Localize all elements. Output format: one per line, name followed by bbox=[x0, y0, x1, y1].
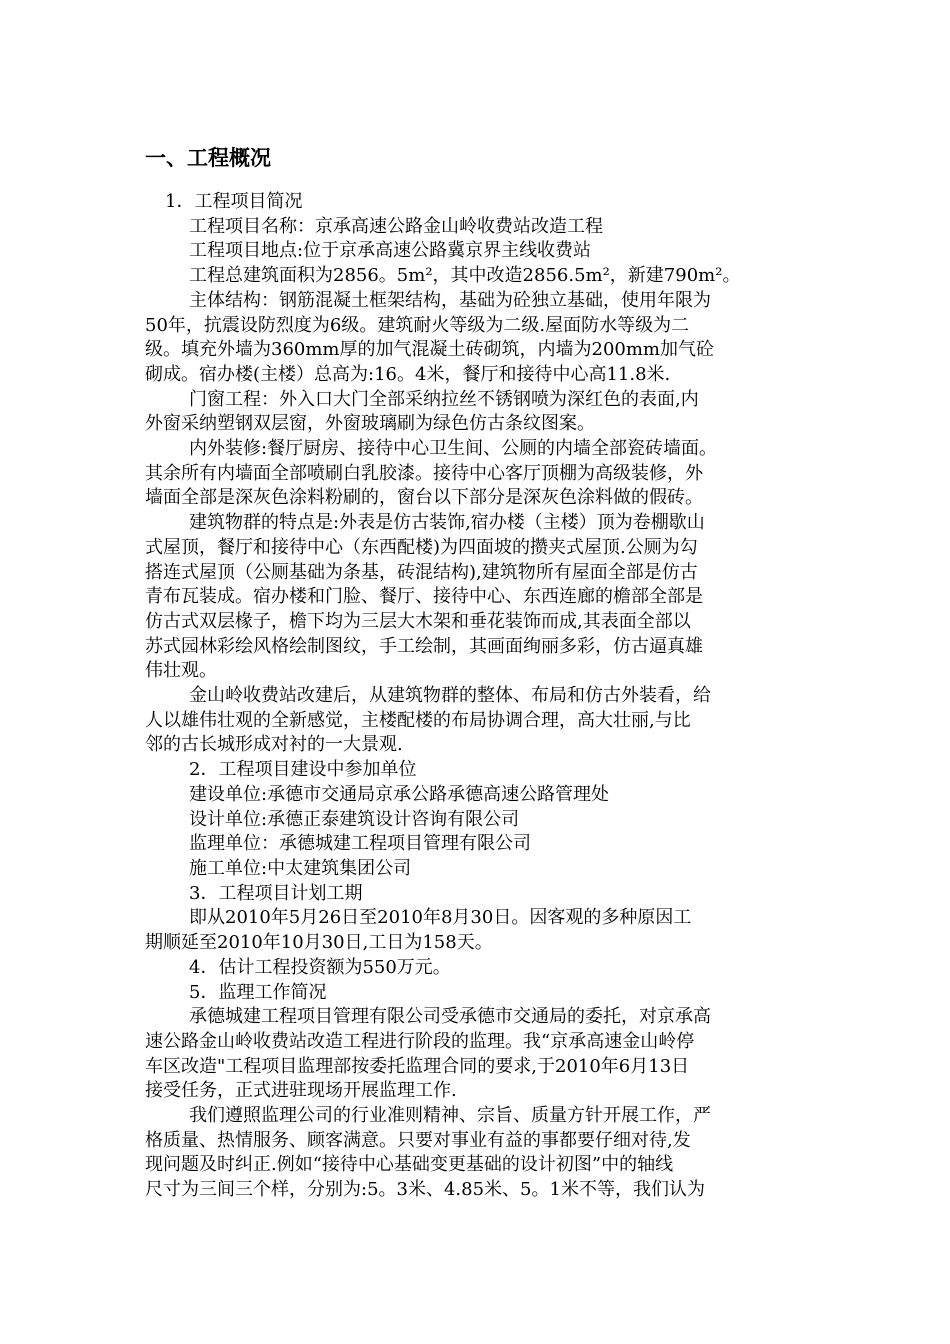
text-line: 尺寸为三间三个样，分别为:5。3米、4.85米、5。1米不等，我们认为 bbox=[145, 1179, 705, 1201]
text-line: 金山岭收费站改建后，从建筑物群的整体、布局和仿古外装看，给 bbox=[189, 685, 711, 707]
text-line: 监理单位：承德城建工程项目管理有限公司 bbox=[189, 833, 531, 855]
text-line: 50年，抗震设防烈度为6级。建筑耐火等级为二级.屋面防水等级为二 bbox=[145, 314, 690, 336]
text-line: 人以雄伟壮观的全新感觉，主楼配楼的布局协调合理，高大壮丽,与比 bbox=[145, 709, 691, 731]
text-line: 仿古式双层椽子，檐下均为三层大木架和垂花装饰而成,其表面全部以 bbox=[145, 610, 691, 632]
text-line: 5．监理工作简况 bbox=[189, 981, 327, 1003]
text-line: 我们遵照监理公司的行业准则精神、宗旨、质量方针开展工作，严 bbox=[189, 1105, 711, 1127]
text-line: 建设单位:承德市交通局京承公路承德高速公路管理处 bbox=[189, 783, 610, 805]
text-line: 门窗工程：外入口大门全部采纳拉丝不锈钢喷为深红色的表面,内 bbox=[189, 388, 699, 410]
text-line: 现问题及时纠正.例如“接待中心基础变更基础的设计初图”中的轴线 bbox=[145, 1154, 674, 1176]
text-line: 青布瓦装成。宿办楼和门脸、餐厅、接待中心、东西连廊的檐部全部是 bbox=[145, 586, 703, 608]
text-line: 搭连式屋顶（公厕基础为条基，砖混结构),建筑物所有屋面全部是仿古 bbox=[145, 561, 698, 583]
section-heading: 一、工程概况 bbox=[145, 146, 271, 170]
text-line: 施工单位:中太建筑集团公司 bbox=[189, 857, 412, 879]
text-line: 工程总建筑面积为2856。5m²，其中改造2856.5m²，新建790m²。 bbox=[189, 265, 741, 287]
text-line: 式屋顶，餐厅和接待中心（东西配楼)为四面坡的攒夹式屋顶.公厕为勾 bbox=[145, 536, 698, 558]
text-line: 即从2010年5月26日至2010年8月30日。因客观的多种原因工 bbox=[189, 907, 692, 929]
text-line: 速公路金山岭收费站改造工程进行阶段的监理。我“京承高速金山岭停 bbox=[145, 1030, 695, 1052]
text-line: 工程项目地点:位于京承高速公路冀京界主线收费站 bbox=[189, 240, 592, 262]
text-line: 墙面全部是深灰色涂料粉刷的，窗台以下部分是深灰色涂料做的假砖。 bbox=[145, 487, 703, 509]
text-line: 建筑物群的特点是:外表是仿古装饰,宿办楼（主楼）顶为卷棚歇山 bbox=[189, 512, 705, 534]
text-line: 车区改造"工程项目监理部按委托监理合同的要求,于2010年6月13日 bbox=[145, 1055, 690, 1077]
text-line: 主体结构：钢筋混凝土框架结构，基础为砼独立基础，使用年限为 bbox=[189, 289, 711, 311]
text-line: 其余所有内墙面全部喷刷白乳胶漆。接待中心客厅顶棚为高级装修，外 bbox=[145, 462, 703, 484]
text-line: 级。填充外墙为360mm厚的加气混凝土砖砌筑，内墙为200mm加气砼 bbox=[145, 339, 714, 361]
text-line: 邻的古长城形成对衬的一大景观. bbox=[145, 734, 403, 756]
text-line: 4．估计工程投资额为550万元。 bbox=[189, 956, 451, 978]
text-line: 砌成。宿办楼(主楼）总高为:16。4米，餐厅和接待中心高11.8米. bbox=[145, 363, 671, 385]
text-line: 内外装修:餐厅厨房、接待中心卫生间、公厕的内墙全部瓷砖墙面。 bbox=[189, 438, 718, 460]
text-line: 3．工程项目计划工期 bbox=[189, 882, 363, 904]
text-line: 接受任务，正式进驻现场开展监理工作. bbox=[145, 1080, 457, 1102]
text-line: 苏式园林彩绘风格绘制图纹，手工绘制，其画面绚丽多彩，仿古逼真雄 bbox=[145, 635, 703, 657]
document-body bbox=[145, 190, 839, 1203]
text-line: 2．工程项目建设中参加单位 bbox=[189, 759, 417, 781]
text-line: 工程项目名称：京承高速公路金山岭收费站改造工程 bbox=[189, 215, 603, 237]
text-line: 格质量、热情服务、顾客满意。只要对事业有益的事都要仔细对待,发 bbox=[145, 1129, 691, 1151]
text-line: 设计单位:承德正泰建筑设计咨询有限公司 bbox=[189, 808, 520, 830]
text-line: 外窗采纳塑钢双层窗，外窗玻璃刷为绿色仿古条纹图案。 bbox=[145, 413, 595, 435]
text-line: 伟壮观。 bbox=[145, 660, 217, 682]
text-line: 1．工程项目简况 bbox=[165, 191, 303, 212]
text-line: 承德城建工程项目管理有限公司受承德市交通局的委托，对京承高 bbox=[189, 1006, 711, 1028]
text-line: 期顺延至2010年10月30日,工日为158天。 bbox=[145, 932, 493, 954]
